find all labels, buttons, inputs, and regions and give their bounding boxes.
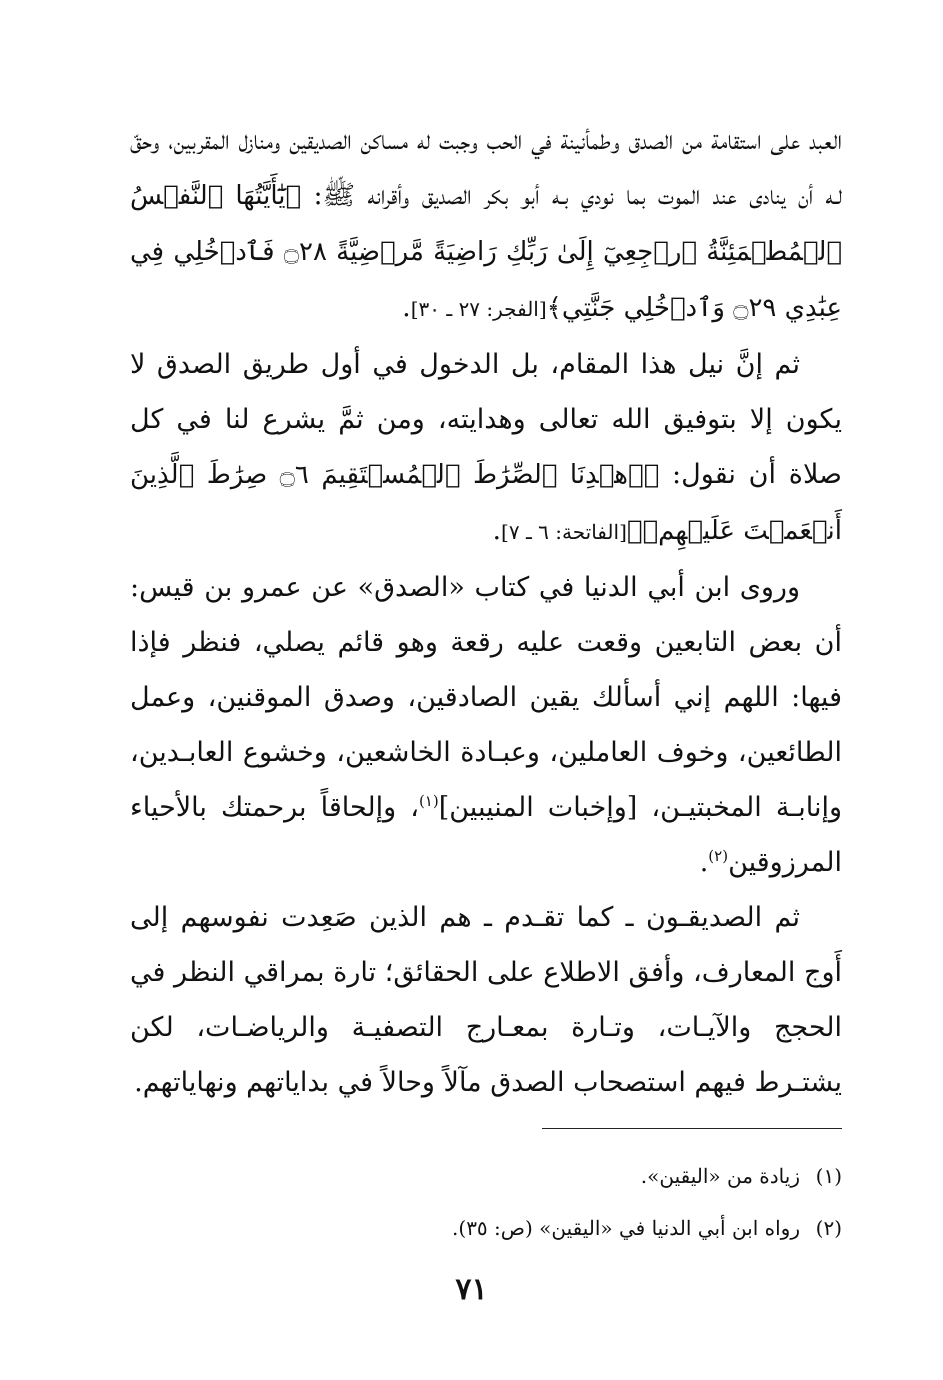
body-text (130, 113, 842, 1110)
paragraph-3 (130, 560, 842, 890)
quran-verse-al-fajr: ﴿يَٰٓأَيَّتُهَا ٱلنَّفۡسُ ٱلۡمُطۡمَئِنَّةُ ٱرۡجِعِيٓ إِلَىٰ رَبِّكِ رَاضِيَةً مَّرۡضِيَّةً ۝٢٨ فَٱدۡخُلِي فِي عِبَٰدِي ۝٢٩ وَٱدۡخُلِي جَنَّتِي﴾ (130, 181, 842, 323)
page-number: ٧١ (455, 1272, 488, 1307)
paragraph-4 (130, 890, 842, 1110)
footnote-2 (130, 1202, 842, 1254)
paragraph-2 (130, 337, 842, 560)
footnotes (130, 1150, 842, 1254)
paragraph-3-text-c: . (699, 847, 709, 878)
footnote-separator (542, 1128, 842, 1129)
footnote-1-text: زيادة من «اليقين». (640, 1164, 800, 1188)
paragraph-1-text-a: العبد على استقامة من الصدق وطمأنينة في الحب وجبت له مساكن الصديقين ومنازل المقربين، وحقّ لـه أن ينادى عند الموت بما نودي بـه أبو بكر الصديق وأقرانه ﷺ: (130, 125, 842, 211)
footnote-1 (130, 1150, 842, 1202)
verse-reference-al-fajr: [الفجر: ٢٧ ـ ٣٠] (410, 297, 547, 321)
footnote-2-text: رواه ابن أبي الدنيا في «اليقين» (ص: ٣٥). (452, 1216, 800, 1240)
paragraph-1-text-b: . (402, 292, 411, 323)
paragraph-2-text-a: ثم إنَّ نيل هذا المقام، بل الدخول في أول طريق الصدق لا يكون إلا بتوفيق الله تعالى وهدايته، ومن ثمَّ يشرع لنا في كل صلاة أن نقول: (130, 349, 842, 490)
footnote-marker-1[interactable]: (١) (418, 792, 439, 810)
paragraph-2-text-b: . (492, 515, 502, 546)
footnote-2-number: (٢) (815, 1216, 842, 1240)
paragraph-1 (130, 113, 842, 337)
quran-verse-al-fatiha: ﴿ٱهۡدِنَا ٱلصِّرَٰطَ ٱلۡمُسۡتَقِيمَ ۝٦ صِرَٰطَ ٱلَّذِينَ أَنۡعَمۡتَ عَلَيۡهِمۡ﴾ (130, 460, 842, 546)
paragraph-3-text-a: وروى ابن أبي الدنيا في كتاب «الصدق» عن عمرو بن قيس: أن بعض التابعين وقعت عليه رقعة وهو قائم يصلي، فنظر فإذا فيها: اللهم إني أسألك يقين الصادقين، وصدق الموقنين، وعمل الطائعين، وخوف العاملين، وعبـادة الخاشعين، وخشوع العابـدين، وإنابـة المخبتيـن، [وإخبات المنيبين] (130, 572, 843, 823)
verse-reference-al-fatiha: [الفاتحة: ٦ ـ ٧] (501, 520, 627, 544)
footnote-marker-2[interactable]: (٢) (708, 847, 729, 865)
paragraph-3-text-b: ، وإلحاقاً برحمتك بالأحياء المرزوقين (130, 792, 842, 878)
footnote-1-number: (١) (815, 1164, 842, 1188)
paragraph-4-text: ثم الصديقـون ـ كما تقـدم ـ هم الذين صَعِدت نفوسهم إلى أَوج المعارف، وأفق الاطلاع على الحقائق؛ تارة بمراقي النظر في الحجج والآيـات، وتـارة بمعـارج التصفيـة والرياضـات، لكن يشتـرط فيهم استصحاب الصدق مآلاً وحالاً في بداياتهم ونهاياتهم. (130, 902, 842, 1098)
